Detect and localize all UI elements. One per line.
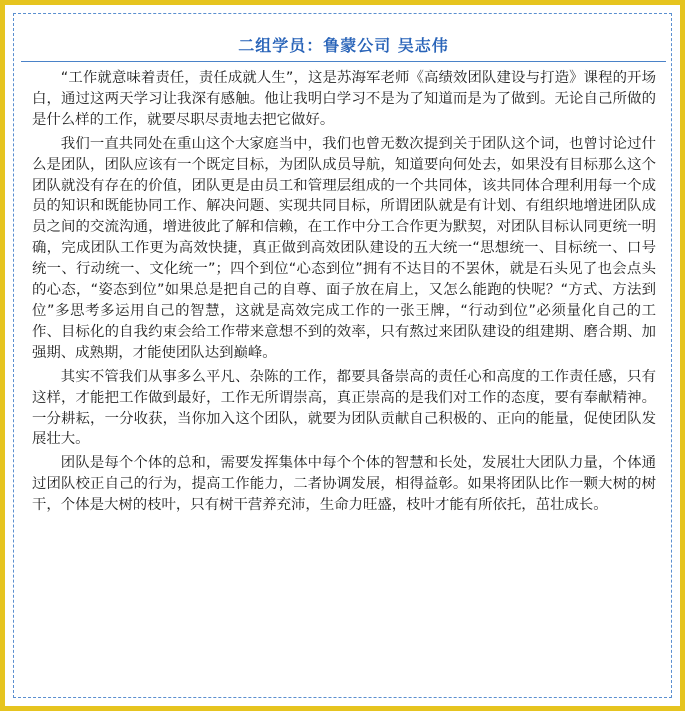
paragraph-4: 团队是每个个体的总和，需要发挥集体中每个个体的智慧和长处，发展壮大团队力量，个体通过团队校正自己的行为，提高工作能力，二者协调发展，相得益彰。如果将团队比作一颗大树的树干，个体是大树的枝叶，只有树干营养充沛，生命力旺盛，枝叶才能有所依托，茁壮成长。 — [32, 455, 656, 514]
document-title: 二组学员：鲁蒙公司 吴志伟 — [238, 36, 449, 55]
article-body — [32, 68, 656, 519]
title-block — [21, 24, 666, 62]
inner-dashed-frame — [13, 13, 672, 698]
paragraph-2: 我们一直共同处在重山这个大家庭当中，我们也曾无数次提到关于团队这个词，也曾讨论过什么是团队，团队应该有一个既定目标，为团队成员导航，知道要向何处去，如果没有目标那么这个团队就没有存在的价值，团队更是由员工和管理层组成的一个共同体，该共同体合理利用每一个成员的知识和既能协同工作、解决问题、实现共同目标，所谓团队就是有计划、有组织地增进团队成员之间的交流沟通，增进彼此了解和信赖，在工作中分工合作更为默契，对团队目标认同更统一明确，完成团队工作更为高效快捷，真正做到高效团队建设的五大统一“思想统一、目标统一、口号统一、行动统一、文化统一”；四个到位“心态到位”拥有不达目的不罢休，就是石头见了也会点头的心态，“姿态到位”如果总是把自己的自尊、面子放在肩上，又怎么能跑的快呢？“方式、方法到位”多思考多运用自己的智慧，这就是高效完成工作的一张王牌，“行动到位”必须量化自己的工作、目标化的自我约束会给工作带来意想不到的效率，只有熬过来团队建设的组建期、磨合期、加强期、成熟期，才能使团队达到巅峰。 — [32, 135, 656, 361]
paragraph-3: 其实不管我们从事多么平凡、杂陈的工作，都要具备崇高的责任心和高度的工作责任感，只有这样，才能把工作做到最好，工作无所谓崇高，真正崇高的是我们对工作的态度，要有奉献精神。一分耕耘，一分收获，当你加入这个团队，就要为团队贡献自己积极的、正向的能量，促使团队发展壮大。 — [32, 368, 656, 448]
paragraph-1: “工作就意味着责任，责任成就人生”，这是苏海军老师《高绩效团队建设与打造》课程的开场白，通过这两天学习让我深有感触。他让我明白学习不是为了知道而是为了做到。无论自己所做的是什么样的工作，就要尽职尽责地去把它做好。 — [32, 70, 656, 128]
